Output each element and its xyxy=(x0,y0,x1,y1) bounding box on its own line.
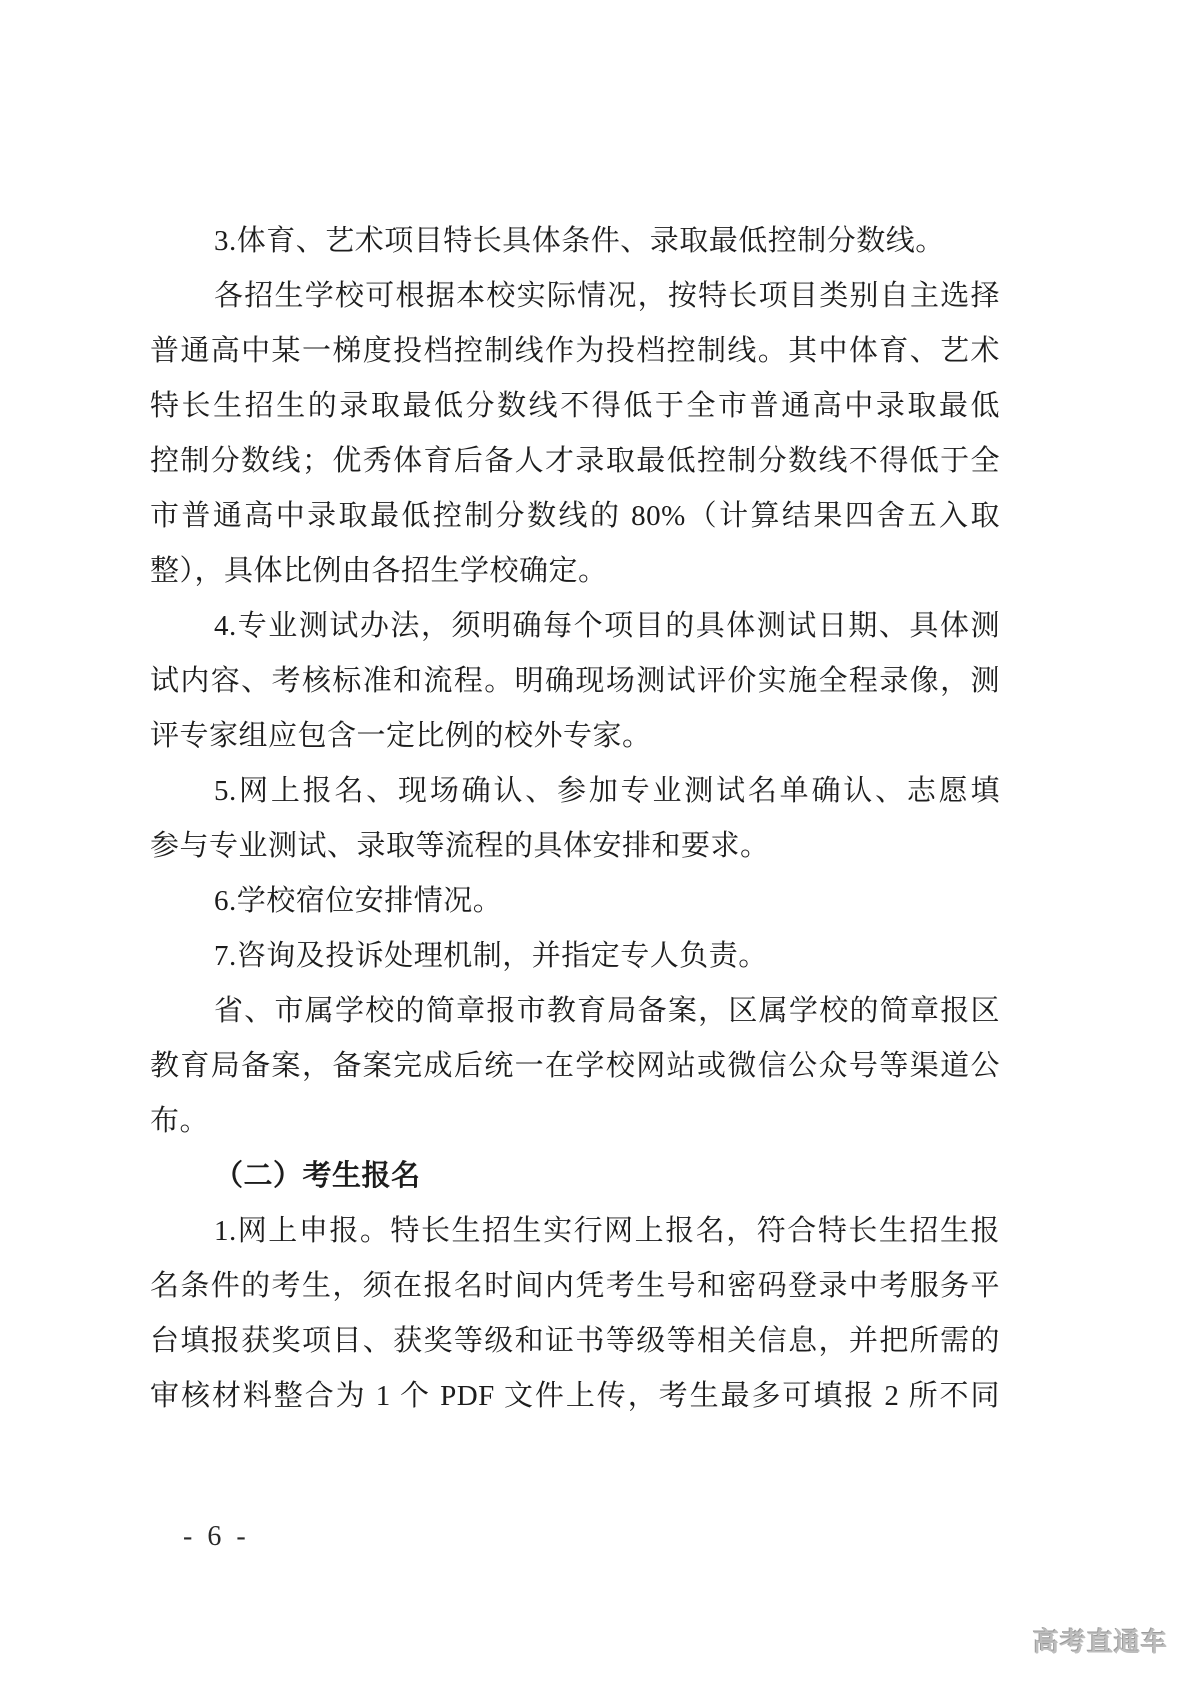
document-line: 名条件的考生，须在报名时间内凭考生号和密码登录中考服务平 xyxy=(150,1270,1000,1302)
watermark-logo: 高考直通车 xyxy=(1032,1627,1168,1657)
document-line: 布。 xyxy=(150,1105,210,1137)
document-line: 5.网上报名、现场确认、参加专业测试名单确认、志愿填 xyxy=(214,775,1000,807)
document-line: 4.专业测试办法，须明确每个项目的具体测试日期、具体测 xyxy=(214,610,1000,642)
document-line: 评专家组应包含一定比例的校外专家。 xyxy=(150,720,652,752)
document-line: 省、市属学校的简章报市教育局备案，区属学校的简章报区 xyxy=(214,995,1000,1027)
document-line: 特长生招生的录取最低分数线不得低于全市普通高中录取最低 xyxy=(150,390,1000,422)
document-line: 控制分数线；优秀体育后备人才录取最低控制分数线不得低于全 xyxy=(150,445,1000,477)
document-line: 整），具体比例由各招生学校确定。 xyxy=(150,555,608,587)
document-line: 教育局备案，备案完成后统一在学校网站或微信公众号等渠道公 xyxy=(150,1050,1000,1082)
page-number: - 6 - xyxy=(183,1521,250,1552)
document-line: 审核材料整合为 1 个 PDF 文件上传，考生最多可填报 2 所不同 xyxy=(150,1380,1000,1412)
document-line: 7.咨询及投诉处理机制，并指定专人负责。 xyxy=(214,940,768,972)
document-line: 市普通高中录取最低控制分数线的 80%（计算结果四舍五入取 xyxy=(150,500,1000,532)
text-block xyxy=(150,214,1000,1424)
document-line: 参与专业测试、录取等流程的具体安排和要求。 xyxy=(150,830,770,862)
section-heading: （二）考生报名 xyxy=(214,1160,421,1192)
document-line: 6.学校宿位安排情况。 xyxy=(214,885,503,917)
document-line: 普通高中某一梯度投档控制线作为投档控制线。其中体育、艺术 xyxy=(150,335,1000,367)
document-line: 台填报获奖项目、获奖等级和证书等级等相关信息，并把所需的 xyxy=(150,1325,1000,1357)
document-line: 试内容、考核标准和流程。明确现场测试评价实施全程录像，测 xyxy=(150,665,1000,697)
document-line: 1.网上申报。特长生招生实行网上报名，符合特长生招生报 xyxy=(214,1215,1000,1247)
document-line: 各招生学校可根据本校实际情况，按特长项目类别自主选择 xyxy=(214,280,1000,312)
document-line: 3.体育、艺术项目特长具体条件、录取最低控制分数线。 xyxy=(214,225,945,257)
